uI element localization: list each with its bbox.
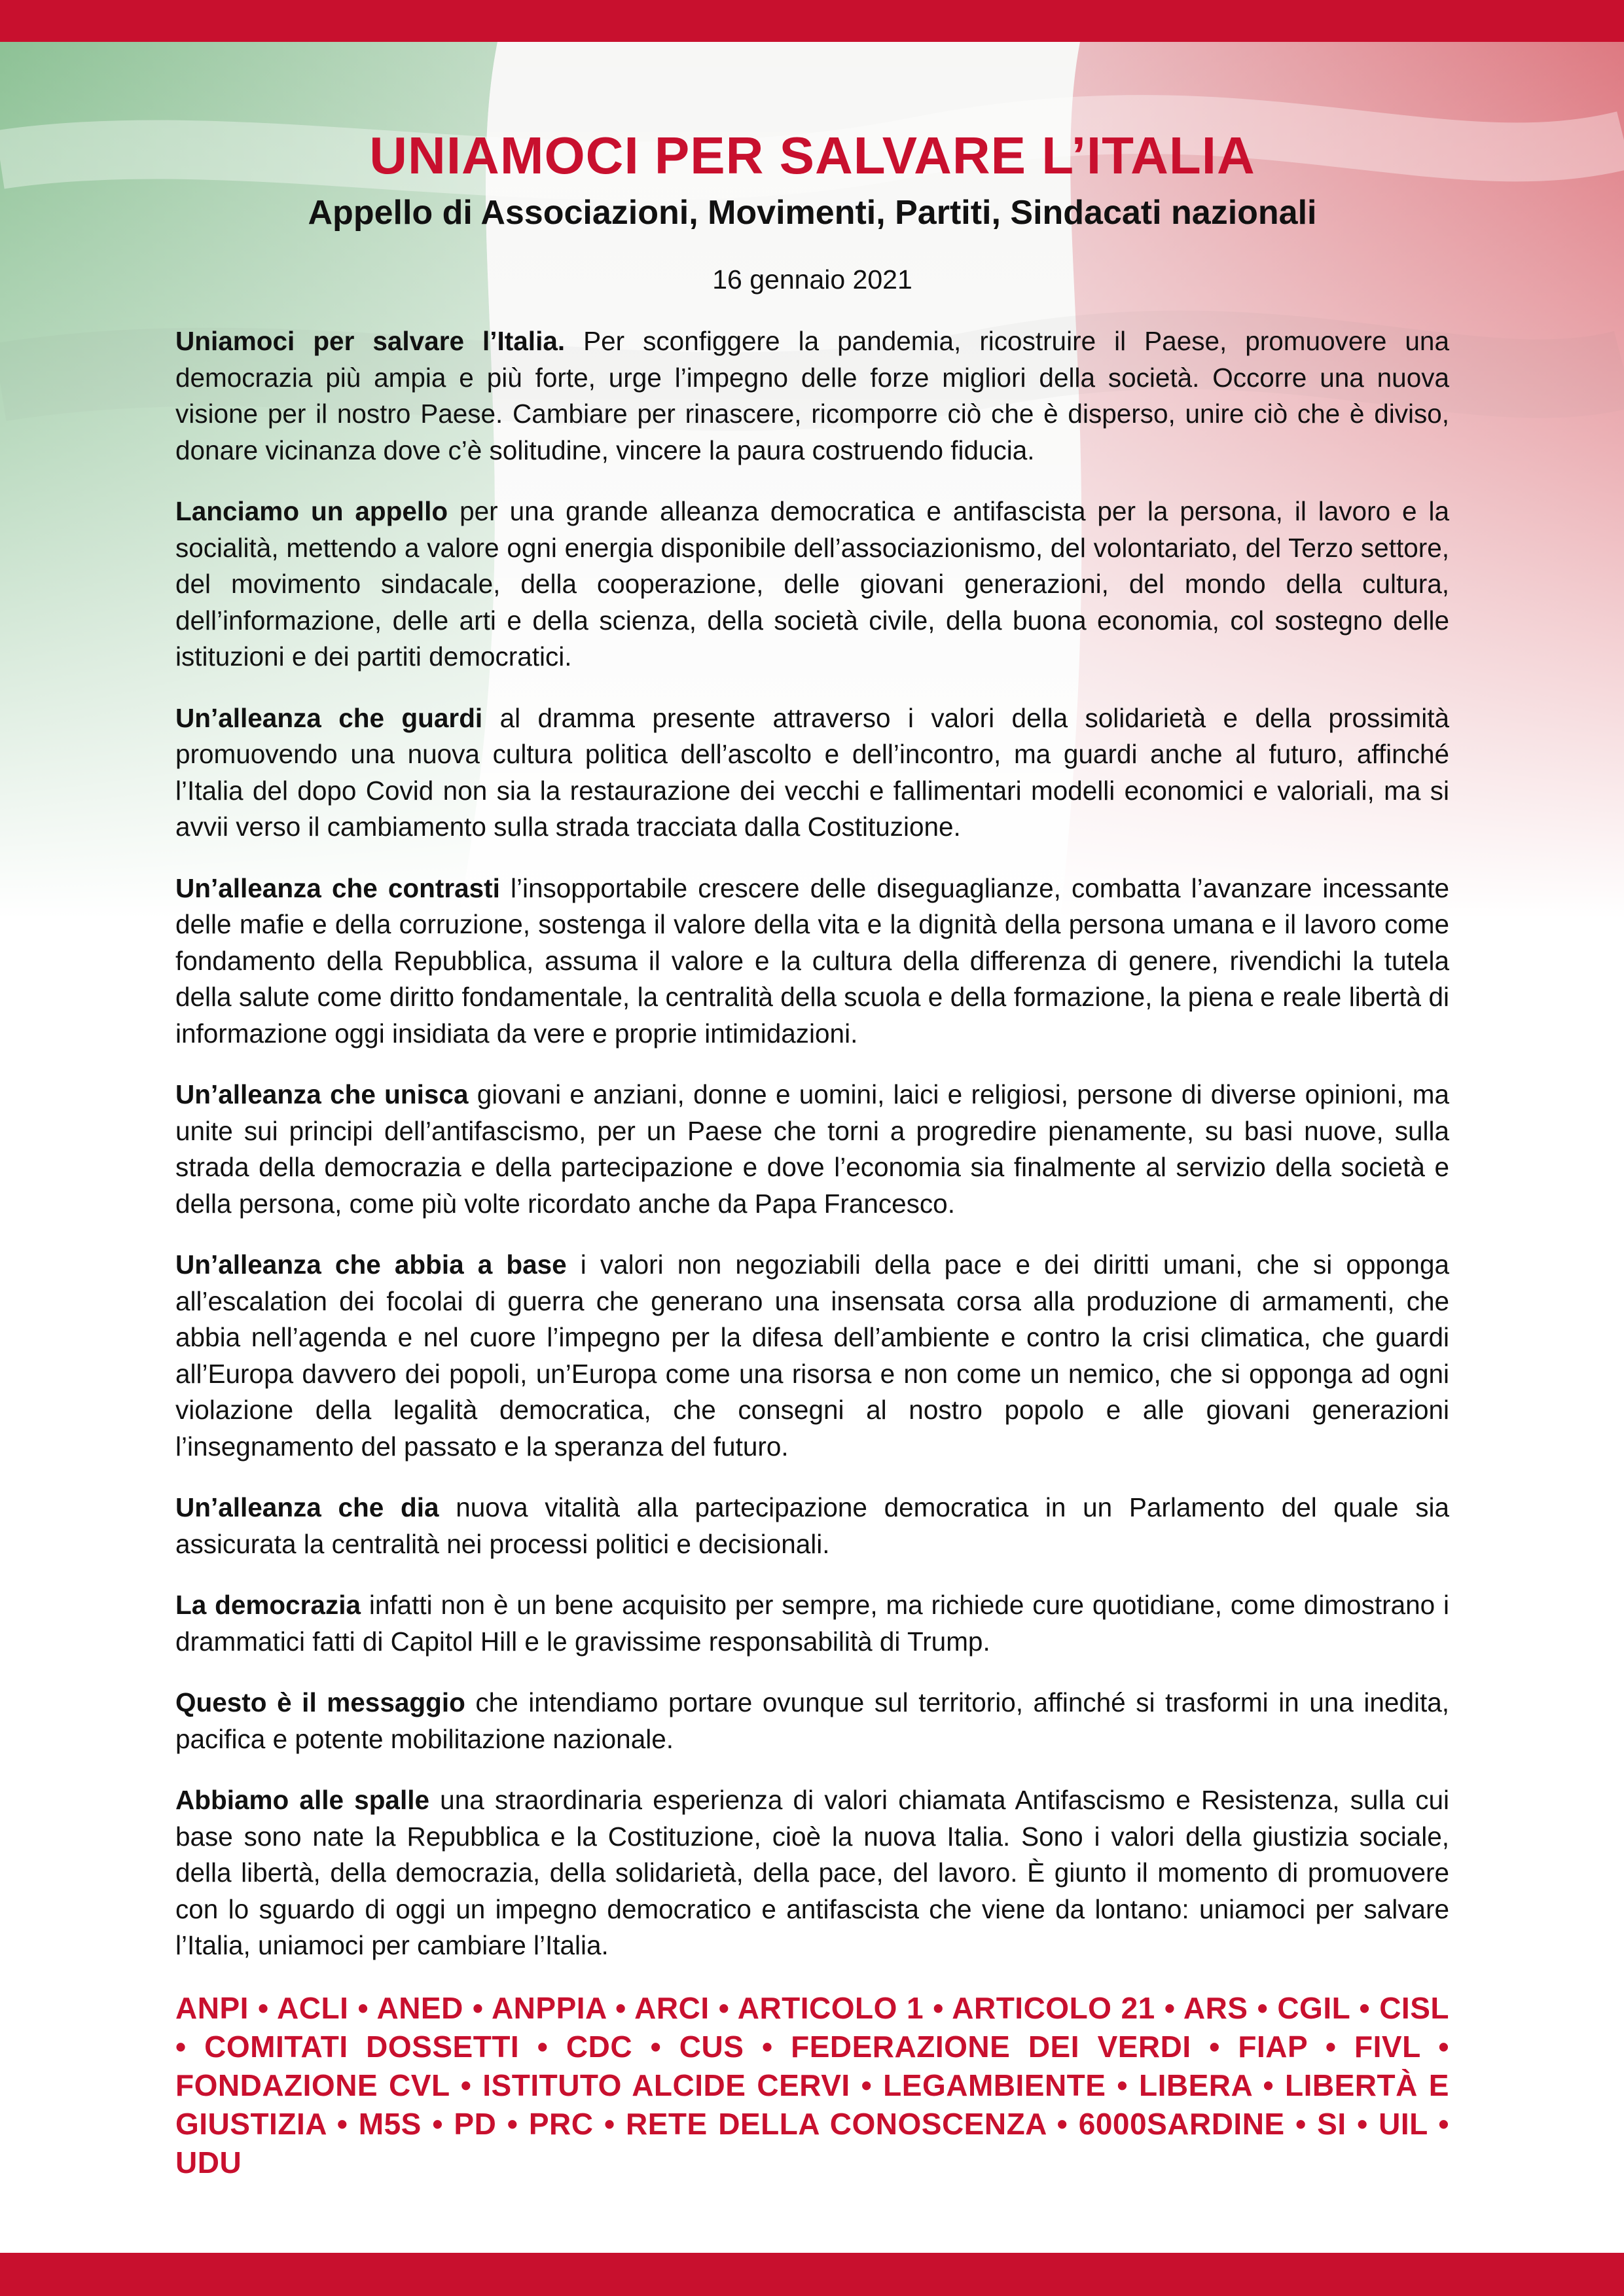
signatories-list: ANPI • ACLI • ANED • ANPPIA • ARCI • ARTICOLO 1 • ARTICOLO 21 • ARS • CGIL • CISL • COMITATI DOSSETTI • CDC • CUS • FEDERAZIONE DEI VERDI • FIAP • FIVL • FONDAZIONE CVL • ISTITUTO ALCIDE CERVI • LEGAMBIENTE • LIBERA • LIBERTÀ E GIUSTIZIA • M5S • PD • PRC • RETE DELLA CONOSCENZA • 6000SARDINE • SI • UIL • UDU — [175, 1990, 1449, 2179]
appeal-body — [175, 323, 1449, 1964]
paragraph-text: i valori non negoziabili della pace e dei diritti umani, che si opponga all’escalation dei focolai di guerra che generano una insensata corsa alla produzione di armamenti, che abbia nell’agenda e nel cuore l’impegno per la difesa dell’ambiente e contro la crisi climatica, che guardi all’Europa davvero dei popoli, un’Europa come una risorsa e non come un nemico, che si opponga ad ogni violazione della legalità democratica, che consegni al nostro popolo e alle giovani generazioni l’insegnamento del passato e la speranza del futuro. — [175, 1249, 1449, 1462]
document-content — [175, 124, 1449, 2182]
page-subtitle: Appello di Associazioni, Movimenti, Partiti, Sindacati nazionali — [308, 194, 1317, 232]
paragraph-text: nuova vitalità alla partecipazione democratica in un Parlamento del quale sia assicurata la centralità nei processi politici e decisionali. — [175, 1492, 1449, 1559]
paragraph-text: Per sconfiggere la pandemia, ricostruire il Paese, promuovere una democrazia più ampia e più forte, urge l’impegno delle forze migliori della società. Occorre una nuova visione per il nostro Paese. Cambiare per rinascere, ricomporre ciò che è disperso, unire ciò che è diviso, donare vicinanza dove c’è solitudine, vincere la paura costruendo fiducia. — [175, 326, 1449, 465]
paragraph-text: una straordinaria esperienza di valori chiamata Antifascismo e Resistenza, sulla cui base sono nate la Repubblica e la Costituzione, cioè la nuova Italia. Sono i valori della giustizia sociale, della libertà, della democrazia, della solidarietà, della pace, del lavoro. È giunto il momento di promuovere con lo sguardo di oggi un impegno democratico e antifascista che viene da lontano: uniamoci per salvare l’Italia, uniamoci per cambiare l’Italia. — [175, 1785, 1449, 1960]
top-red-band — [0, 0, 1624, 42]
paragraph-lead: Un’alleanza che contrasti — [175, 872, 500, 903]
paragraph-text: che intendiamo portare ovunque sul territorio, affinché si trasformi in una inedita, pacifica e potente mobilitazione nazionale. — [175, 1687, 1449, 1754]
paragraph-text: l’insopportabile crescere delle diseguaglianze, combatta l’avanzare incessante delle mafie e della corruzione, sostenga il valore della vita e la dignità della persona umana e il lavoro come fondamento della Repubblica, assuma il valore e la cultura della differenza di genere, rivendichi la tutela della salute come diritto fondamentale, la centralità della scuola e della formazione, la piena e reale libertà di informazione oggi insidiata da vere e proprie intimidazioni. — [175, 872, 1449, 1049]
paragraph-lead: Un’alleanza che abbia a base — [175, 1249, 567, 1280]
paragraph-lead: Un’alleanza che unisca — [175, 1079, 469, 1109]
document-date: 16 gennaio 2021 — [712, 264, 912, 295]
paragraph-lead: Un’alleanza che guardi — [175, 702, 483, 733]
paragraph-lead: Abbiamo alle spalle — [175, 1785, 429, 1815]
paragraph-lead: Uniamoci per salvare l’Italia. — [175, 326, 566, 356]
paragraph-text: giovani e anziani, donne e uomini, laici e religiosi, persone di diverse opinioni, ma unite sui principi dell’antifascismo, per un Paese che torni a progredire pienamente, su basi nuove, sulla strada della democrazia e della partecipazione e dove l’economia sia finalmente al servizio della società e della persona, come più volte ricordato anche da Papa Francesco. — [175, 1079, 1449, 1219]
paragraph-text: per una grande alleanza democratica e antifascista per la persona, il lavoro e la socialità, mettendo a valore ogni energia disponibile dell’associazionismo, del volontariato, del Terzo settore, del movimento sindacale, della cooperazione, delle giovani generazioni, del mondo della cultura, dell’informazione, delle arti e della scienza, della società civile, della buona economia, col sostegno delle istituzioni e dei partiti democratici. — [175, 496, 1449, 672]
paragraph — [175, 1077, 1449, 1222]
paragraph — [175, 700, 1449, 846]
paragraph — [175, 323, 1449, 469]
paragraph-lead: La democrazia — [175, 1590, 361, 1620]
bottom-red-band — [0, 2253, 1624, 2296]
paragraph-lead: Un’alleanza che dia — [175, 1492, 439, 1522]
paragraph-text: infatti non è un bene acquisito per sempre, ma richiede cure quotidiane, come dimostrano i drammatici fatti di Capitol Hill e le gravissime responsabilità di Trump. — [175, 1590, 1449, 1657]
paragraph — [175, 1587, 1449, 1660]
paragraph-text: al dramma presente attraverso i valori della solidarietà e della prossimità promuovendo una nuova cultura politica dell’ascolto e dell’incontro, ma guardi anche al futuro, affinché l’Italia del dopo Covid non sia la restaurazione dei vecchi e fallimentari modelli economici e valoriali, ma si avvii verso il cambiamento sulla strada tracciata dalla Costituzione. — [175, 702, 1449, 842]
paragraph — [175, 1247, 1449, 1465]
paragraph-lead: Questo è il messaggio — [175, 1687, 465, 1717]
paragraph — [175, 1685, 1449, 1757]
paragraph-lead: Lanciamo un appello — [175, 496, 448, 526]
page-title: UNIAMOCI PER SALVARE L’ITALIA — [369, 126, 1255, 185]
paragraph — [175, 493, 1449, 675]
paragraph — [175, 1782, 1449, 1964]
paragraph — [175, 870, 1449, 1052]
paragraph — [175, 1490, 1449, 1562]
